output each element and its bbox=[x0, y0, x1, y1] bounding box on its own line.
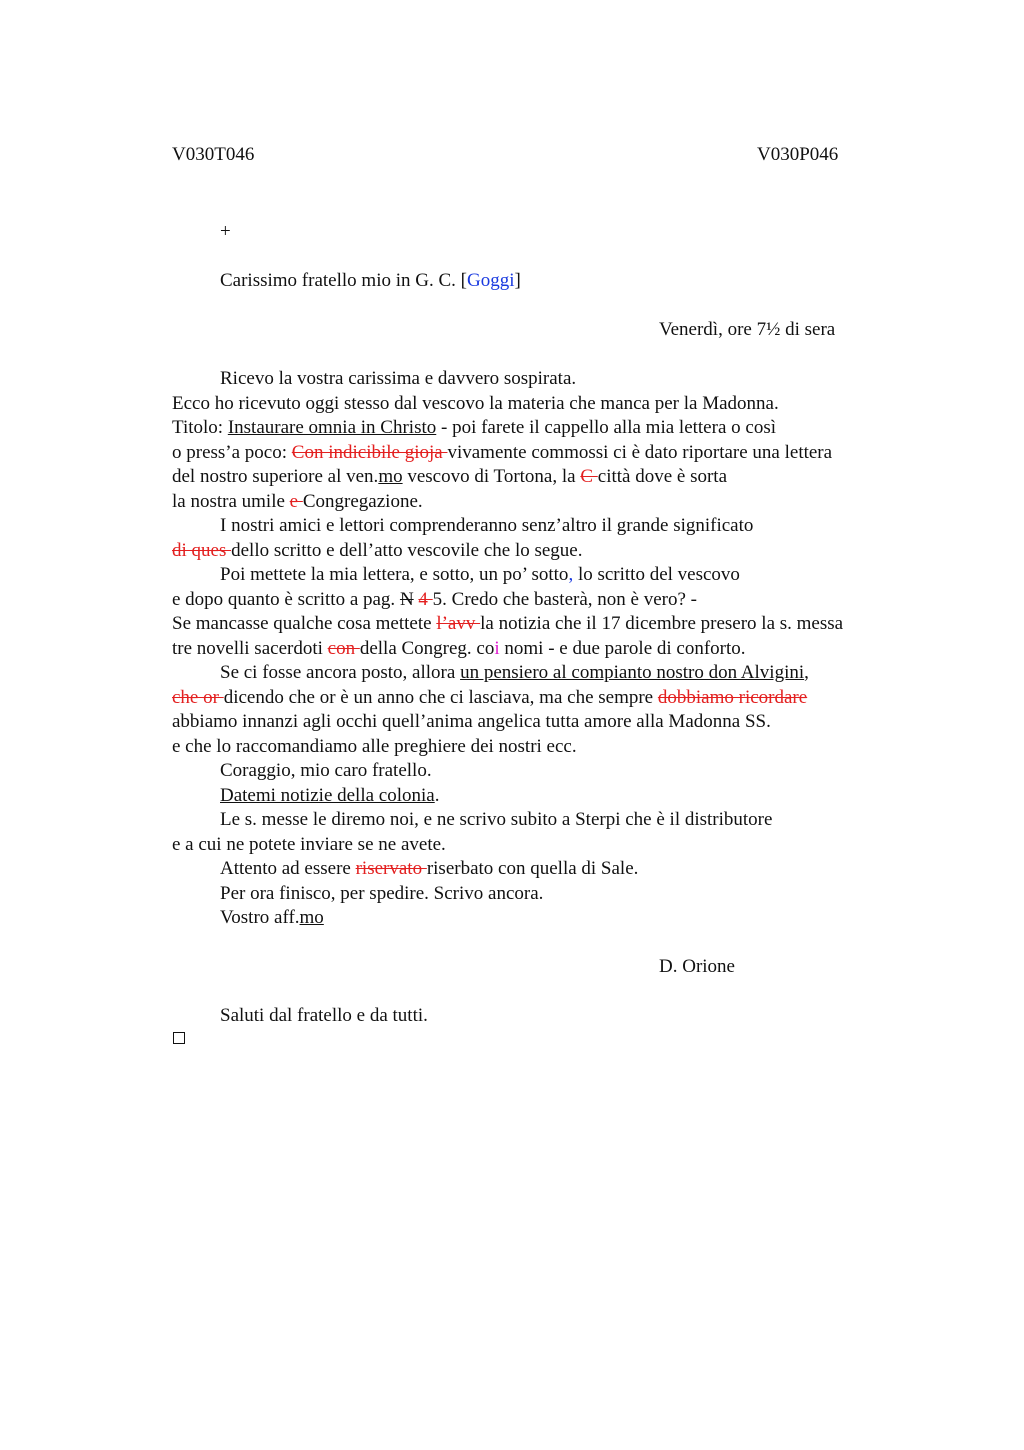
deleted-text: 4 bbox=[418, 589, 433, 610]
recipient-name: Goggi bbox=[466, 270, 515, 291]
body-line-8: di ques dello scritto e dell’atto vescovile che lo segue. bbox=[172, 540, 583, 561]
deleted-text: dobbiamo ricordare bbox=[657, 687, 808, 708]
body-line-23: Vostro aff.mo bbox=[220, 907, 324, 928]
postscript: Saluti dal fratello e da tutti. bbox=[220, 1005, 428, 1026]
deleted-text: che or bbox=[172, 687, 224, 708]
empty-box-icon bbox=[173, 1032, 185, 1044]
body-line-2: Ecco ho ricevuto oggi stesso dal vescovo la materia che manca per la Madonna. bbox=[172, 393, 779, 414]
deleted-text: C bbox=[580, 466, 598, 487]
body-line-5: del nostro superiore al ven.mo vescovo di Tortona, la C città dove è sorta bbox=[172, 466, 728, 487]
body-line-1: Ricevo la vostra carissima e davvero sospirata. bbox=[220, 368, 577, 389]
body-line-20: e a cui ne potete inviare se ne avete. bbox=[172, 834, 446, 855]
left-code: V030T046 bbox=[172, 144, 255, 165]
body-line-9: Poi mettete la mia lettera, e sotto, un po’ sotto, lo scritto del vescovo bbox=[220, 564, 740, 585]
right-code: V030P046 bbox=[757, 144, 839, 165]
body-line-18: Datemi notizie della colonia. bbox=[220, 785, 440, 806]
body-line-17: Coraggio, mio caro fratello. bbox=[220, 760, 432, 781]
deleted-text: riservato bbox=[355, 858, 427, 879]
signature: D. Orione bbox=[659, 956, 735, 977]
body-line-3: Titolo: Instaurare omnia in Christo - poi farete il cappello alla mia lettera o così bbox=[172, 417, 776, 438]
deleted-text: e bbox=[289, 491, 303, 512]
body-line-12: tre novelli sacerdoti con della Congreg. coi nomi - e due parole di conforto. bbox=[172, 638, 746, 659]
deleted-text: di ques bbox=[172, 540, 232, 561]
body-line-22: Per ora finisco, per spedire. Scrivo ancora. bbox=[220, 883, 544, 904]
cross-mark: + bbox=[220, 221, 231, 242]
body-line-14: che or dicendo che or è un anno che ci lasciava, ma che sempre dobbiamo ricordare bbox=[172, 687, 808, 708]
body-line-4: o press’a poco: Con indicibile gioja vivamente commossi ci è dato riportare una lettera bbox=[172, 442, 833, 463]
deleted-text: l’avv bbox=[436, 613, 481, 634]
date-line: Venerdì, ore 7½ di sera bbox=[659, 319, 836, 340]
body-line-7: I nostri amici e lettori comprenderanno senz’altro il grande significato bbox=[220, 515, 754, 536]
body-line-15: abbiamo innanzi agli occhi quell’anima angelica tutta amore alla Madonna SS. bbox=[172, 711, 771, 732]
body-line-16: e che lo raccomandiamo alle preghiere dei nostri ecc. bbox=[172, 736, 577, 757]
salutation: Carissimo fratello mio in G. C. [Goggi] bbox=[220, 270, 521, 291]
body-line-21: Attento ad essere riservato riserbato con quella di Sale. bbox=[220, 858, 639, 879]
body-line-10: e dopo quanto è scritto a pag. N 4 5. Credo che basterà, non è vero? - bbox=[172, 589, 697, 610]
document-header bbox=[172, 144, 912, 172]
body-line-19: Le s. messe le diremo noi, e ne scrivo subito a Sterpi che è il distributore bbox=[220, 809, 773, 830]
deleted-text: con bbox=[327, 638, 360, 659]
deleted-text: Con indicibile gioja bbox=[291, 442, 448, 463]
body-line-6: la nostra umile e Congregazione. bbox=[172, 491, 423, 512]
inserted-letter: i bbox=[494, 638, 500, 659]
body-line-13: Se ci fosse ancora posto, allora un pensiero al compianto nostro don Alvigini, bbox=[220, 662, 809, 683]
body-line-11: Se mancasse qualche cosa mettete l’avv la notizia che il 17 dicembre presero la s. messa bbox=[172, 613, 844, 634]
